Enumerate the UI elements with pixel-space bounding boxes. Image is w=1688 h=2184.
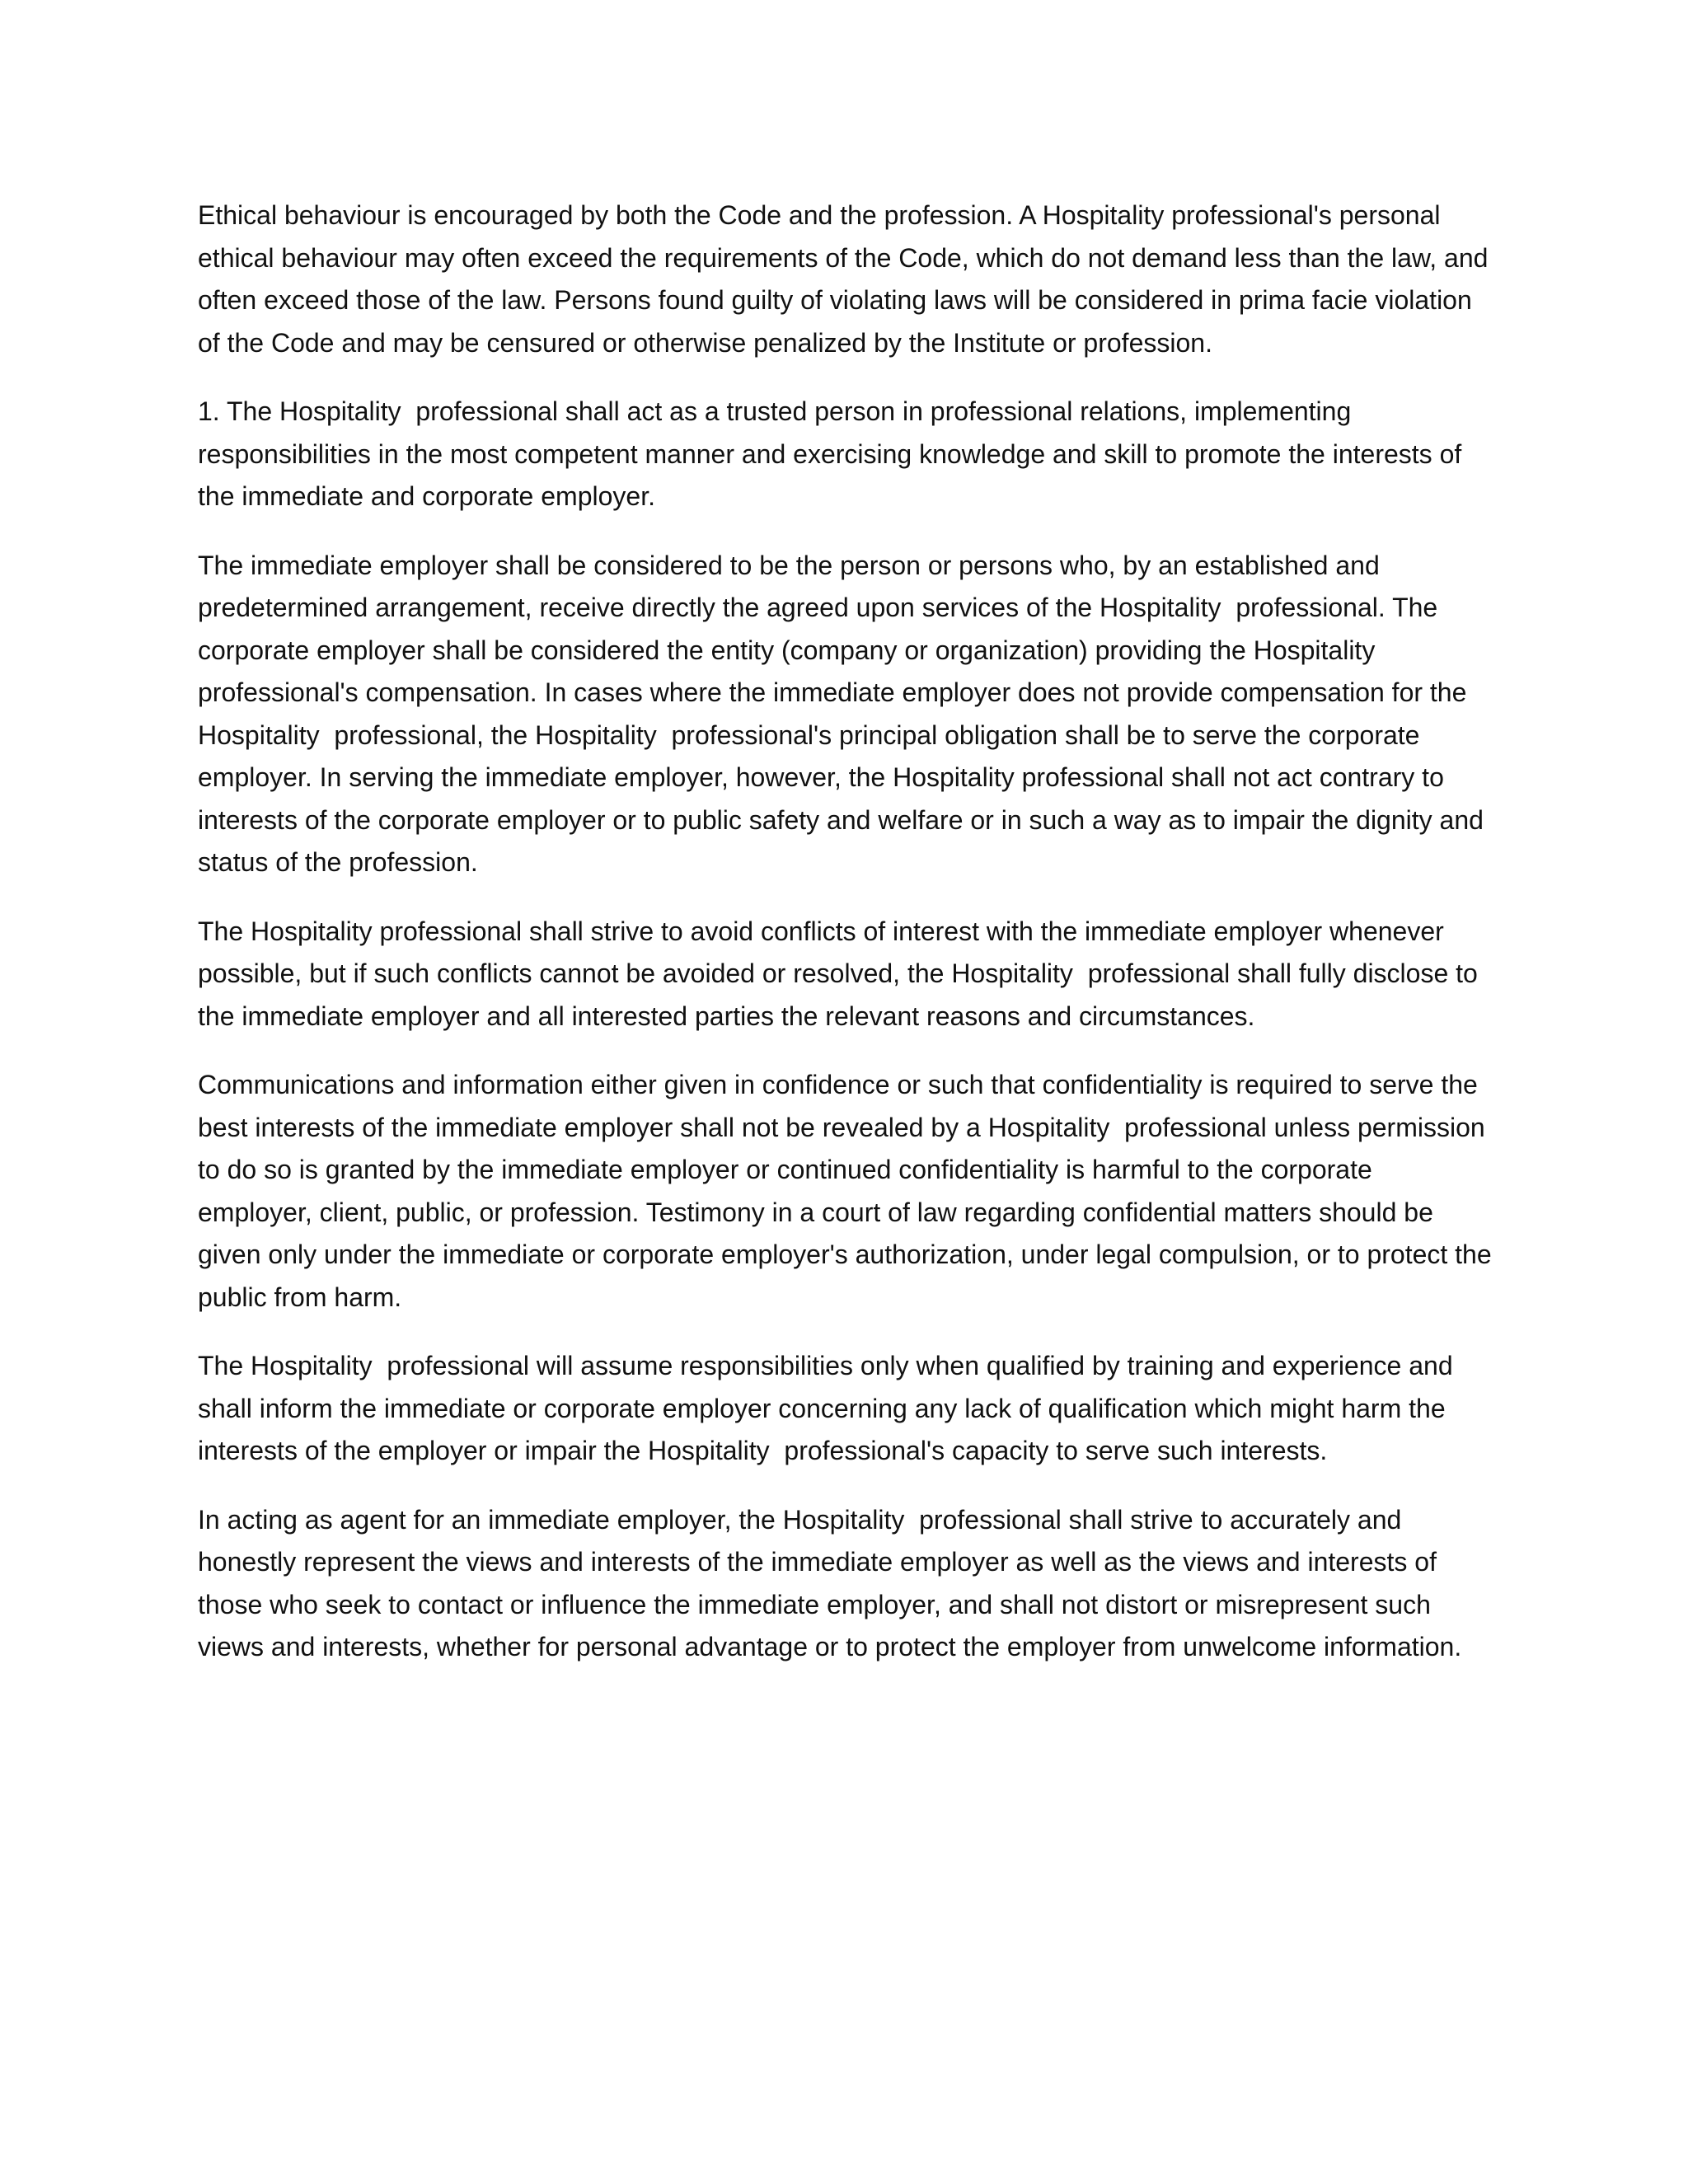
paragraph-ethical-behaviour: Ethical behaviour is encouraged by both the Code and the profession. A Hospitality professional's personal ethical behaviour may often exceed the requirements of the Code, which do not demand less than the law, and often exceed those of the law. Persons found guilty of violating laws will be considered in prima facie violation of the Code and may be censured or otherwise penalized by the Institute or profession. — [198, 200, 1496, 358]
paragraph-immediate-employer: The immediate employer shall be considered to be the person or persons who, by an established and predetermined arrangement, receive directly the agreed upon services of the Hospitality professional. The corporate employer shall be considered the entity (company or organization) providing the Hospitality professional's compensation. In cases where the immediate employer does not provide compensation for the Hospitality professional, the Hospitality professional's principal obligation shall be to serve the corporate employer. In serving the immediate employer, however, the Hospitality professional shall not act contrary to interests of the corporate employer or to public safety and welfare or in such a way as to impair the dignity and status of the profession. — [198, 550, 1491, 877]
paragraph-conflicts-of-interest: The Hospitality professional shall strive to avoid conflicts of interest with the immediate employer whenever possible, but if such conflicts cannot be avoided or resolved, the Hospitality professional shall fully disclose to the immediate employer and all interested parties the relevant reasons and circumstances. — [198, 916, 1485, 1031]
document-body — [198, 194, 1499, 1695]
paragraph-confidentiality: Communications and information either given in confidence or such that confidentiality is required to serve the best interests of the immediate employer shall not be revealed by a Hospitality professional unless permission to do so is granted by the immediate employer or continued confidentiality is harmful to the corporate employer, client, public, or profession. Testimony in a court of law regarding confidential matters should be given only under the immediate or corporate employer's authorization, under legal compulsion, or to protect the public from harm. — [198, 1070, 1499, 1312]
paragraph-qualifications: The Hospitality professional will assume responsibilities only when qualified by training and experience and shall inform the immediate or corporate employer concerning any lack of qualification which might harm the interests of the employer or impair the Hospitality professional's capacity to serve such interests. — [198, 1351, 1461, 1465]
paragraph-trusted-person: 1. The Hospitality professional shall act as a trusted person in professional relations, implementing responsibilities in the most competent manner and exercising knowledge and skill to promote the interests of the immediate and corporate employer. — [198, 396, 1470, 511]
paragraph-acting-as-agent: In acting as agent for an immediate employer, the Hospitality professional shall strive to accurately and honestly represent the views and interests of the immediate employer as well as the views and interests of those who seek to contact or influence the immediate employer, and shall not distort or misrepresent such views and interests, whether for personal advantage or to protect the employer from unwelcome information. — [198, 1504, 1462, 1661]
